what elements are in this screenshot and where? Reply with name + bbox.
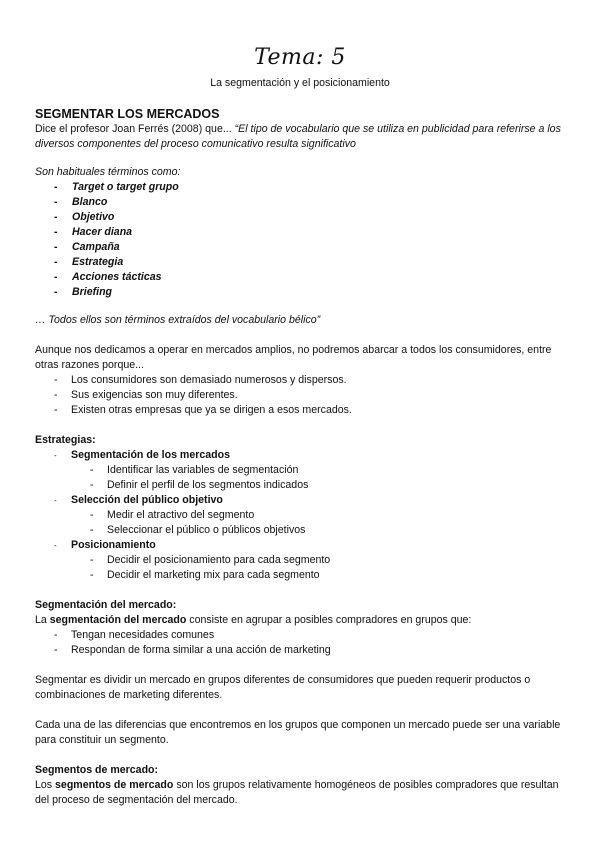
list-item: - Tengan necesidades comunes [35,628,565,643]
reasons-list [35,373,565,418]
list-item: - Campaña [35,240,565,255]
list-item: - Objetivo [35,210,565,225]
segments-heading: Segmentos de mercado: [35,764,159,776]
list-item: - Definir el perfil de los segmentos indicados [35,478,565,493]
list-item: - Medir el atractivo del segmento [35,508,565,523]
terms-outro: … Todos ellos son términos extraídos del vocabulario bélico” [35,314,321,326]
segmentation-list [35,628,565,658]
reasons-intro: Aunque nos dedicamos a operar en mercados amplios, no podremos abarcar a todos los consumidores, entre otras razones porque... [35,344,552,371]
list-item: - Sus exigencias son muy diferentes. [35,388,565,403]
strategy-steps [71,463,565,493]
segments-definition [35,778,565,808]
definition-text: son los grupos relativamente homogéneos de posibles compradores que resultan del proceso de segmentación del mercado. [35,779,559,806]
segmentation-definition [35,613,565,628]
segmentation-heading: Segmentación del mercado: [35,599,177,611]
definition-term: segmentación del mercado [49,614,187,626]
list-item: - Existen otras empresas que ya se dirigen a esos mercados. [35,403,565,418]
intro-paragraph [35,122,565,152]
section-heading-segmentar: SEGMENTAR LOS MERCADOS [35,107,220,121]
intro-plain: Dice el profesor Joan Ferrés (2008) que... [35,123,235,135]
list-item: - Respondan de forma similar a una acción de marketing [35,643,565,658]
list-item: - Decidir el marketing mix para cada segmento [35,568,565,583]
terms-list [35,180,565,300]
list-item: - Seleccionar el público o públicos objetivos [35,523,565,538]
strategies-heading: Estrategias: [35,434,96,446]
strategy-label: Selección del público objetivo [71,494,223,506]
strategy-label: Posicionamiento [71,539,156,551]
strategy-steps [71,508,565,538]
list-item: - Estrategia [35,255,565,270]
list-item: - Acciones tácticas [35,270,565,285]
list-item: - Hacer diana [35,225,565,240]
list-item: - Target o target grupo [35,180,565,195]
terms-intro: Son habituales términos como: [35,166,181,178]
strategy-group [35,448,565,493]
page-title: Tema: 5 [254,45,346,70]
definition-text: consiste en agrupar a posibles compradores en grupos que: [186,614,472,626]
strategy-steps [71,553,565,583]
strategy-group [35,538,565,583]
list-item: - Los consumidores son demasiado numerosos y dispersos. [35,373,565,388]
strategies-list [35,448,565,583]
list-item: - Identificar las variables de segmentación [35,463,565,478]
list-item: - Briefing [35,285,565,300]
definition-text: Los [35,779,56,791]
definition-text: La [35,614,50,626]
page-subtitle: La segmentación y el posicionamiento [210,77,390,89]
strategy-group [35,493,565,538]
intro-quote: “El tipo de vocabulario que se utiliza en publicidad para referirse a los diversos componentes del proceso comunicativo resulta significativo [35,123,561,150]
segmentation-paragraph-1: Segmentar es dividir un mercado en grupos diferentes de consumidores que pueden requerir productos o combinaciones de marketing diferentes. [35,674,531,701]
definition-term: segmentos de mercado [55,779,174,791]
segmentation-paragraph-2: Cada una de las diferencias que encontremos en los grupos que componen un mercado puede ser una variable para constituir un segmento. [35,719,561,746]
strategy-label: Segmentación de los mercados [71,449,230,461]
list-item: - Blanco [35,195,565,210]
document-body [35,106,565,808]
list-item: - Decidir el posicionamiento para cada segmento [35,553,565,568]
